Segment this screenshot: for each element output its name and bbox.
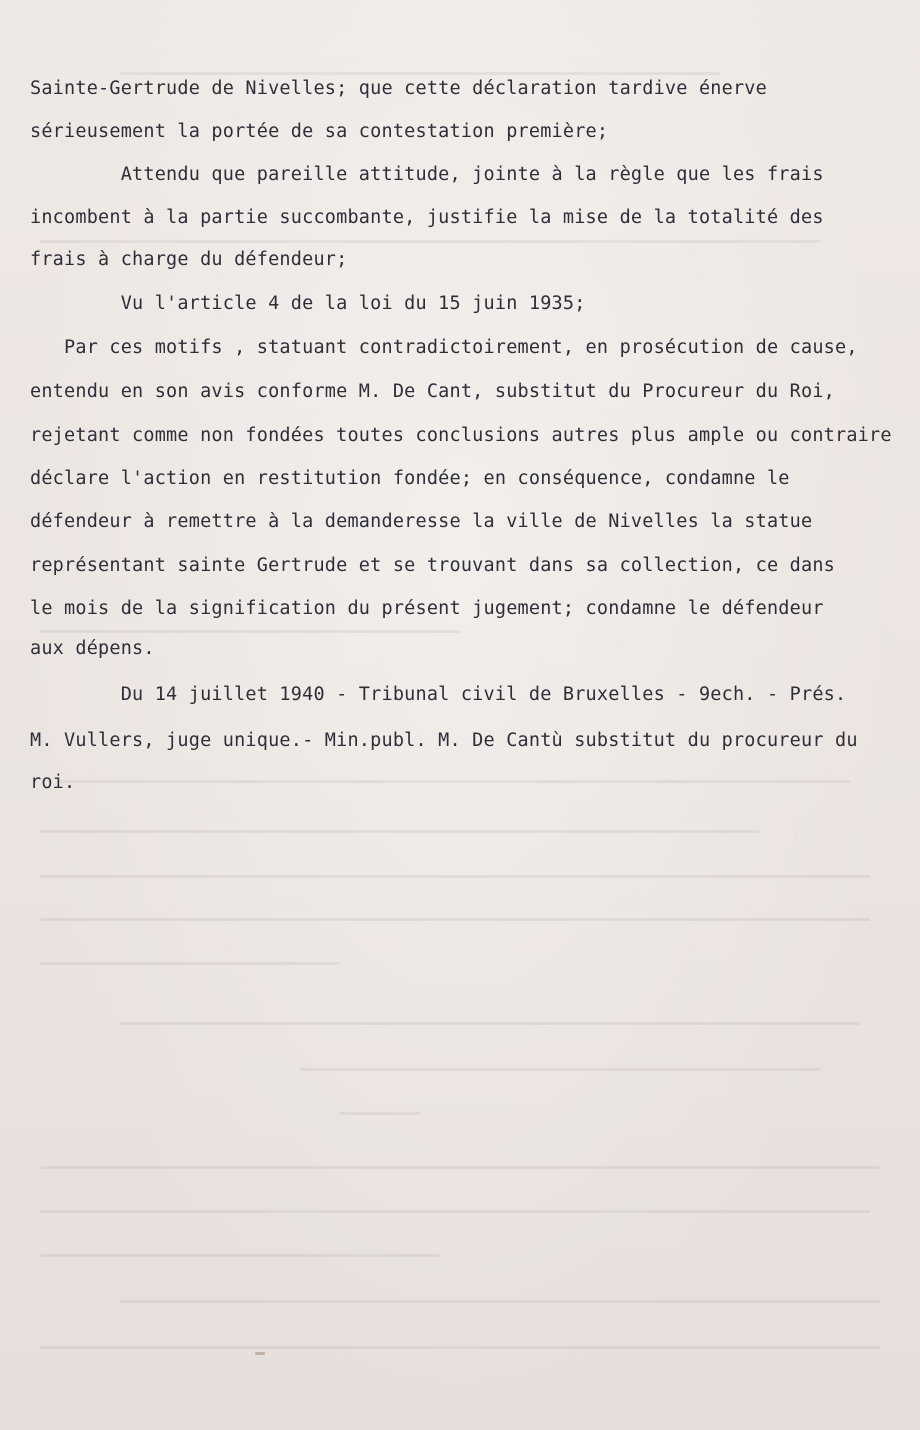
text-line-16: M. Vullers, juge unique.- Min.publ. M. De Cantù substitut du procureur du <box>30 730 858 751</box>
text-line-10: déclare l'action en restitution fondée; en conséquence, condamne le <box>30 468 790 489</box>
text-line-7: Par ces motifs , statuant contradictoirement, en prosécution de cause, <box>30 337 858 358</box>
text-line-11: défendeur à remettre à la demanderesse la ville de Nivelles la statue <box>30 511 813 532</box>
text-line-6: Vu l'article 4 de la loi du 15 juin 1935; <box>30 293 586 314</box>
text-line-1: Sainte-Gertrude de Nivelles; que cette déclaration tardive énerve <box>30 78 767 99</box>
text-line-9: rejetant comme non fondées toutes conclusions autres plus ample ou contraire <box>30 425 892 446</box>
text-line-12: représentant sainte Gertrude et se trouvant dans sa collection, ce dans <box>30 555 835 576</box>
paper-mark <box>255 1352 265 1355</box>
text-line-4: incombent à la partie succombante, justifie la mise de la totalité des <box>30 207 824 228</box>
text-line-3: Attendu que pareille attitude, jointe à la règle que les frais <box>30 164 824 185</box>
text-line-13: le mois de la signification du présent jugement; condamne le défendeur <box>30 598 824 619</box>
text-line-2: sérieusement la portée de sa contestation première; <box>30 121 609 142</box>
text-line-17: roi. <box>30 772 76 793</box>
text-line-5: frais à charge du défendeur; <box>30 249 348 270</box>
text-line-15: Du 14 juillet 1940 - Tribunal civil de Bruxelles - 9ech. - Prés. <box>30 684 847 705</box>
text-line-14: aux dépens. <box>30 638 155 659</box>
text-line-8: entendu en son avis conforme M. De Cant, substitut du Procureur du Roi, <box>30 381 835 402</box>
